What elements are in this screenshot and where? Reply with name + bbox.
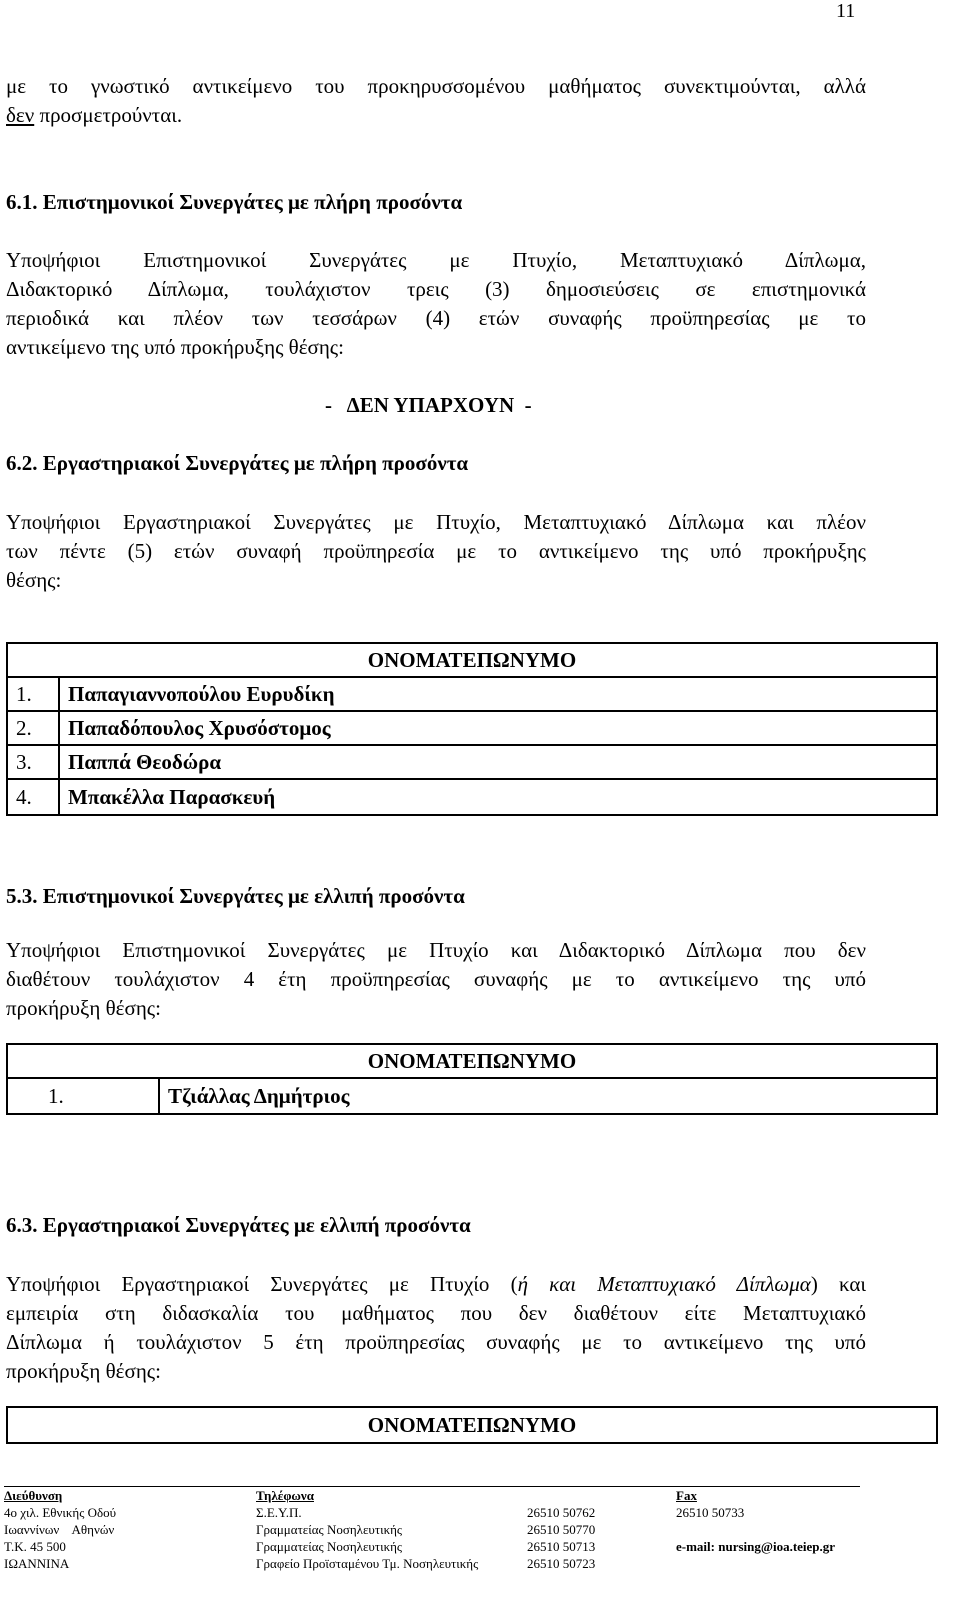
row-name: Παπαδόπουλος Χρυσόστομος xyxy=(59,711,937,745)
footer-phone-label: Γραμματείας Νοσηλευτικής xyxy=(256,1539,403,1554)
table-header-row xyxy=(7,643,937,677)
row-name: Μπακέλλα Παρασκευή xyxy=(59,779,937,815)
s53-line-3: προκήρυξη θέσης: xyxy=(6,996,161,1020)
footer-phones-heading: Τηλέφωνα xyxy=(256,1488,314,1503)
footer-address-line: ΙΩΑΝΝΙΝΑ xyxy=(4,1556,70,1571)
s61-line-3: περιοδικά και πλέον των τεσσάρων (4) ετών συναφής προϋπηρεσίας με το xyxy=(6,306,866,330)
section-5-3-paragraph xyxy=(6,936,866,1023)
footer-phone-label: Γραμματείας Νοσηλευτικής xyxy=(256,1522,403,1537)
footer-address-line: 4ο χιλ. Εθνικής Οδού xyxy=(4,1505,117,1520)
section-6-1-heading: 6.1. Επιστημονικοί Συνεργάτες με πλήρη προσόντα xyxy=(6,190,463,214)
s61-line-2: Διδακτορικό Δίπλωμα, τουλάχιστον τρεις (3) δημοσιεύσεις σε επιστημονικά xyxy=(6,277,866,301)
s61-line-4: αντικείμενο της υπό προκήρυξης θέσης: xyxy=(6,335,344,359)
intro-line-2 xyxy=(6,101,866,130)
intro-line-1: με το γνωστικό αντικείμενο του προκηρυσσομένου μαθήματος συνεκτιμούνται, αλλά xyxy=(6,74,866,98)
footer-divider xyxy=(4,1486,860,1487)
intro-underlined-word: δεν xyxy=(6,103,35,127)
table-row xyxy=(7,677,937,711)
intro-line-2-rest: προσμετρούνται. xyxy=(34,103,183,127)
footer-address-heading: Διεύθυνση xyxy=(4,1488,63,1503)
footer-phone-number: 26510 50713 xyxy=(527,1539,596,1554)
table-header-row xyxy=(7,1407,937,1443)
s63-line-2: εμπειρία στη διδασκαλία του μαθήματος που δεν διαθέτουν είτε Μεταπτυχιακό xyxy=(6,1301,866,1325)
row-number: 4. xyxy=(7,779,59,815)
footer-phone-label: Σ.Ε.Υ.Π. xyxy=(256,1505,302,1520)
row-number: 2. xyxy=(7,711,59,745)
table-row xyxy=(7,1078,937,1114)
none-notice: - ΔΕΝ ΥΠΑΡΧΟΥΝ - xyxy=(325,393,532,417)
table-row xyxy=(7,779,937,815)
table-row xyxy=(7,745,937,779)
s63-line-4: προκήρυξη θέσης: xyxy=(6,1359,161,1383)
footer-address-line: Τ.Κ. 45 500 xyxy=(4,1539,66,1554)
row-name: Παππά Θεοδώρα xyxy=(59,745,937,779)
section-5-3-heading: 5.3. Επιστημονικοί Συνεργάτες με ελλιπή προσόντα xyxy=(6,884,465,908)
s63-line-1-italic: ή και Μεταπτυχιακό Δίπλωμα xyxy=(517,1272,811,1296)
row-number: 1. xyxy=(7,677,59,711)
s53-line-1: Υποψήφιοι Επιστημονικοί Συνεργάτες με Πτυχίο και Διδακτορικό Δίπλωμα που δεν xyxy=(6,938,866,962)
row-name: Τζιάλλας Δημήτριος xyxy=(159,1078,937,1114)
row-number: 3. xyxy=(7,745,59,779)
table-row xyxy=(7,711,937,745)
table-6-2 xyxy=(6,642,938,816)
s63-line-3: Δίπλωμα ή τουλάχιστον 5 έτη προϋπηρεσίας συναφής με το αντικείμενο της υπό xyxy=(6,1330,866,1354)
s62-line-3: θέσης: xyxy=(6,568,62,592)
footer-phone-number: 26510 50770 xyxy=(527,1522,596,1537)
intro-paragraph xyxy=(6,72,866,130)
section-6-1-paragraph xyxy=(6,246,866,362)
s62-line-2: των πέντε (5) ετών συναφή προϋπηρεσία με το αντικείμενο της υπό προκήρυξης xyxy=(6,539,866,563)
table-6-3 xyxy=(6,1406,938,1444)
s63-line-1-a: Υποψήφιοι Εργαστηριακοί Συνεργάτες με Πτυχίο ( xyxy=(6,1272,518,1296)
row-number: 1. xyxy=(7,1078,159,1114)
table-header-name: ΟΝΟΜΑΤΕΠΩΝΥΜΟ xyxy=(7,1044,937,1078)
table-header-row xyxy=(7,1044,937,1078)
footer-fax-heading: Fax xyxy=(676,1488,697,1503)
footer-phone-number: 26510 50723 xyxy=(527,1556,596,1571)
table-header-name: ΟΝΟΜΑΤΕΠΩΝΥΜΟ xyxy=(7,643,937,677)
footer-phone-label: Γραφείο Προϊσταμένου Τμ. Νοσηλευτικής xyxy=(256,1556,479,1571)
s62-line-1: Υποψήφιοι Εργαστηριακοί Συνεργάτες με Πτυχίο, Μεταπτυχιακό Δίπλωμα και πλέον xyxy=(6,510,866,534)
s53-line-2: διαθέτουν τουλάχιστον 4 έτη προϋπηρεσίας συναφής με το αντικείμενο της υπό xyxy=(6,967,866,991)
row-name: Παπαγιαννοπούλου Ευρυδίκη xyxy=(59,677,937,711)
section-6-3-paragraph xyxy=(6,1270,866,1386)
section-6-2-paragraph xyxy=(6,508,866,595)
footer-email[interactable]: e-mail: nursing@ioa.teiep.gr xyxy=(676,1539,836,1554)
footer-phone-number: 26510 50762 xyxy=(527,1505,596,1520)
page-number: 11 xyxy=(836,0,856,22)
table-header-name: ΟΝΟΜΑΤΕΠΩΝΥΜΟ xyxy=(7,1407,937,1443)
footer-fax-number: 26510 50733 xyxy=(676,1505,745,1520)
table-5-3 xyxy=(6,1043,938,1115)
section-6-3-heading: 6.3. Εργαστηριακοί Συνεργάτες με ελλιπή προσόντα xyxy=(6,1213,471,1237)
s61-line-1: Υποψήφιοι Επιστημονικοί Συνεργάτες με Πτυχίο, Μεταπτυχιακό Δίπλωμα, xyxy=(6,248,866,272)
s63-line-1 xyxy=(6,1270,866,1299)
s63-line-1-b: ) και xyxy=(810,1272,866,1296)
section-6-2-heading: 6.2. Εργαστηριακοί Συνεργάτες με πλήρη προσόντα xyxy=(6,451,469,475)
footer-address-line: Ιωαννίνων Αθηνών xyxy=(4,1522,115,1537)
